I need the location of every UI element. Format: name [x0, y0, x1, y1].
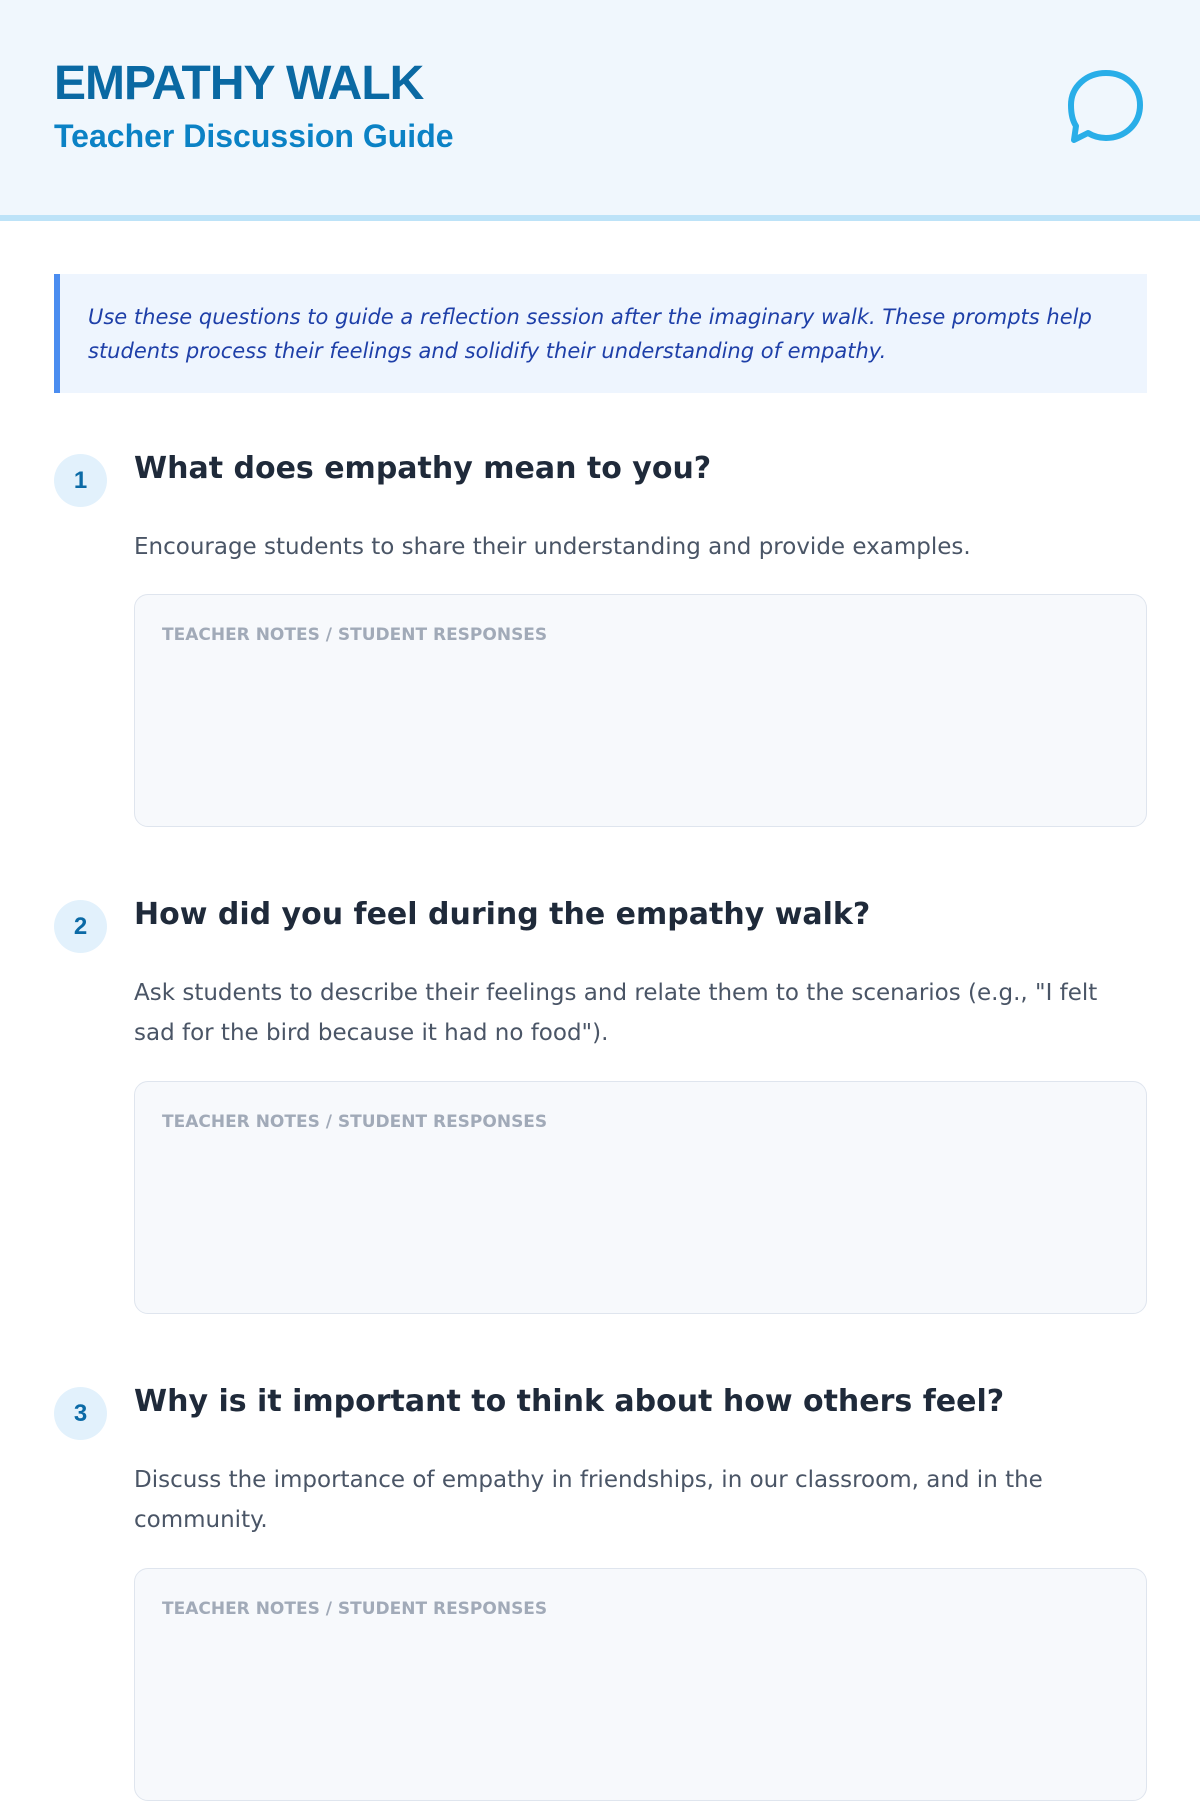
question-title: Why is it important to think about how others feel? [134, 1384, 1005, 1419]
question-number-badge: 2 [54, 900, 107, 953]
page-title: EMPATHY WALK [54, 57, 424, 110]
question-number-badge: 1 [54, 454, 107, 507]
question-title: What does empathy mean to you? [134, 451, 712, 486]
page-header [0, 0, 1200, 221]
question-title: How did you feel during the empathy walk? [134, 897, 871, 932]
intro-callout [54, 274, 1147, 393]
question-number-badge: 3 [54, 1387, 107, 1440]
notes-box[interactable] [134, 594, 1147, 827]
intro-text: Use these questions to guide a reflection session after the imaginary walk. These prompts help students process their feelings and solidify their understanding of empathy. [88, 305, 1092, 363]
notes-box[interactable] [134, 1081, 1147, 1314]
notes-box[interactable] [134, 1568, 1147, 1801]
notes-label: TEACHER NOTES / STUDENT RESPONSES [162, 1112, 548, 1132]
page-subtitle: Teacher Discussion Guide [54, 118, 454, 154]
question-description: Discuss the importance of empathy in friendships, in our classroom, and in the community. [134, 1467, 1043, 1533]
question-description: Encourage students to share their understanding and provide examples. [134, 534, 971, 560]
question-description: Ask students to describe their feelings and relate them to the scenarios (e.g., "I felt sad for the bird because it had no food"). [134, 980, 1098, 1046]
notes-label: TEACHER NOTES / STUDENT RESPONSES [162, 1599, 548, 1619]
notes-label: TEACHER NOTES / STUDENT RESPONSES [162, 625, 548, 645]
chat-bubble-icon [1066, 68, 1146, 148]
